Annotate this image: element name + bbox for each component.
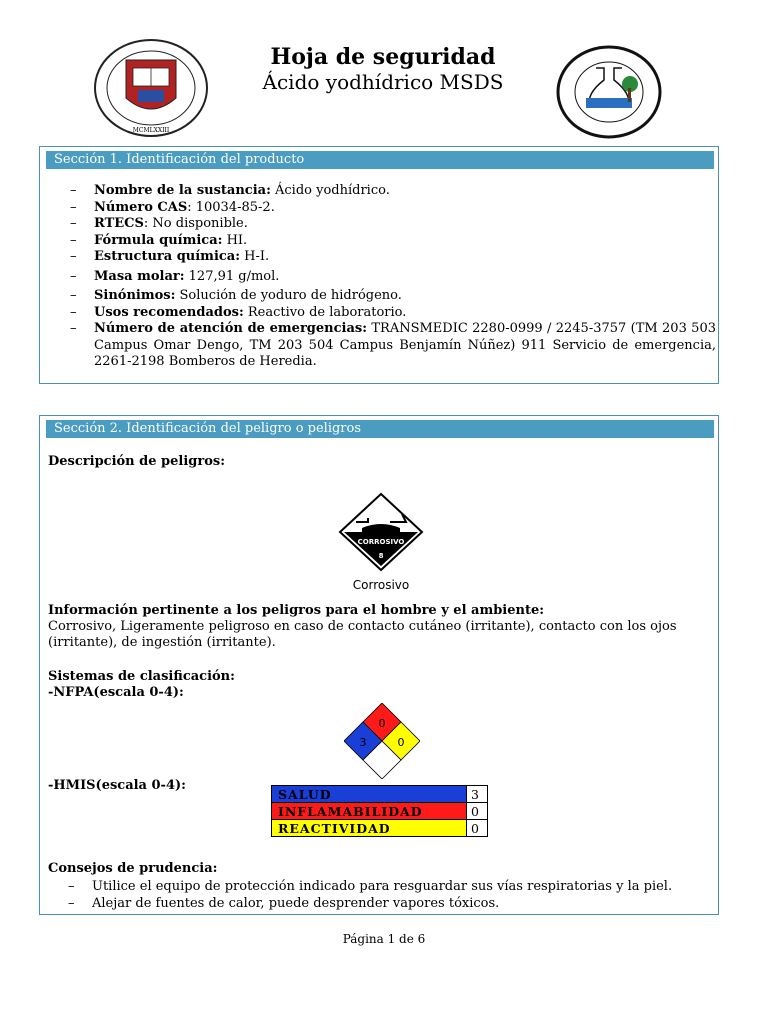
pictogram-label: CORROSIVO <box>357 538 405 546</box>
pictogram-caption: Corrosivo <box>352 578 410 592</box>
hmis-table <box>271 785 488 837</box>
page-subtitle: Ácido yodhídrico MSDS <box>262 70 504 94</box>
hmis-health-value: 3 <box>467 786 488 803</box>
corrosive-pictogram <box>336 492 426 592</box>
corrosive-icon <box>338 492 424 572</box>
nfpa-flammability: 0 <box>378 717 386 730</box>
list-item: – Número de atención de emergencias: TRANSMEDIC 2280-0999 / 2245-3757 (TM 203 503 Campus Omar Dengo, TM 203 504 Campus Benjamín Núñez) 911 Servicio de emergencia, 2261-2198 Bomberos de Heredia. <box>70 321 716 371</box>
page-title: Hoja de seguridad <box>270 44 496 70</box>
list-item: – Usos recomendados: Reactivo de laboratorio. <box>70 305 716 322</box>
hmis-reactivity-value: 0 <box>467 820 488 837</box>
hazard-description-label: Descripción de peligros: <box>48 454 226 469</box>
hmis-flammability-label: INFLAMABILIDAD <box>272 803 467 820</box>
table-row <box>272 786 488 803</box>
list-item: – Alejar de fuentes de calor, puede desprender vapores tóxicos. <box>68 895 708 912</box>
hmis-flammability-value: 0 <box>467 803 488 820</box>
section-1 <box>39 146 719 384</box>
list-item: – Masa molar: 127,91 g/mol. <box>70 269 716 286</box>
section-2 <box>39 415 719 915</box>
list-item: – Estructura química: H-I. <box>70 249 716 266</box>
precaution-list <box>68 878 708 912</box>
section-2-heading: Sección 2. Identificación del peligro o peligros <box>46 420 714 438</box>
page-number: Página 1 de 6 <box>342 932 426 946</box>
hmis-label: -HMIS(escala 0-4): <box>48 778 186 793</box>
svg-text:MCMLXXIII: MCMLXXIII <box>132 127 170 134</box>
precaution-label: Consejos de prudencia: <box>48 861 218 876</box>
pictogram-class: 8 <box>378 552 384 560</box>
list-item: – Utilice el equipo de protección indicado para resguardar sus vías respiratorias y la piel. <box>68 878 708 895</box>
hazard-info-label: Información pertinente a los peligros para el hombre y el ambiente: <box>48 603 545 618</box>
list-item: – Nombre de la sustancia: Ácido yodhídrico. <box>70 183 716 200</box>
list-item: – Sinónimos: Solución de yoduro de hidrógeno. <box>70 288 716 305</box>
page-header <box>0 0 768 140</box>
list-item: – Número CAS: 10034-85-2. <box>70 200 716 217</box>
list-item: – RTECS: No disponible. <box>70 216 716 233</box>
section-1-heading: Sección 1. Identificación del producto <box>46 151 714 169</box>
nfpa-reactivity: 0 <box>397 736 405 749</box>
hazard-info-text: Corrosivo, Ligeramente peligroso en caso de contacto cutáneo (irritante), contacto con los ojos (irritante), de ingestión (irritante). <box>48 619 677 650</box>
escuela-quimica-logo-icon <box>556 44 662 140</box>
nfpa-label: -NFPA(escala 0-4): <box>48 685 184 700</box>
nfpa-diamond-icon <box>344 703 420 779</box>
universidad-nacional-seal-icon <box>92 38 210 138</box>
table-row <box>272 803 488 820</box>
nfpa-health: 3 <box>359 736 367 749</box>
list-item: – Fórmula química: HI. <box>70 233 716 250</box>
section-1-list <box>70 183 716 371</box>
table-row <box>272 820 488 837</box>
classification-systems-label: Sistemas de clasificación: <box>48 669 235 684</box>
hmis-reactivity-label: REACTIVIDAD <box>272 820 467 837</box>
hmis-health-label: SALUD <box>272 786 467 803</box>
